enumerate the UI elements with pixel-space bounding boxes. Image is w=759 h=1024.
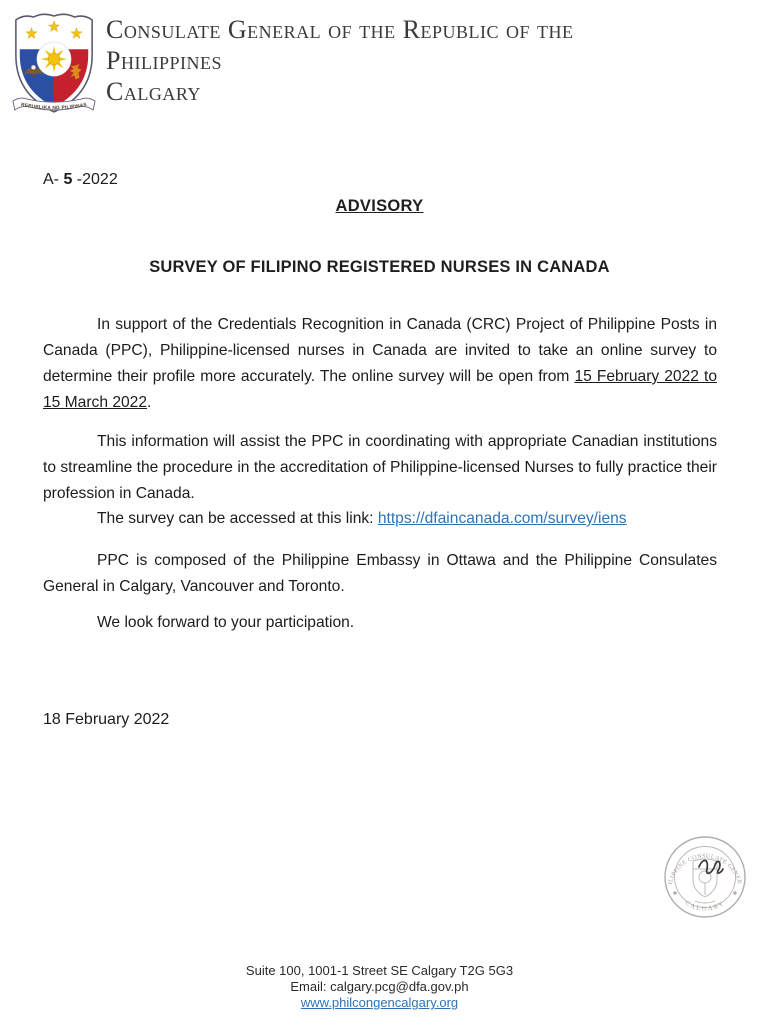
survey-link-label: The survey can be accessed at this link: [97,510,378,527]
eight-ray-sun [41,46,67,72]
org-title [106,14,573,107]
seal-bottom-text: CALGARY [683,899,727,913]
paragraph-survey-intro [43,312,717,416]
consulate-seal-icon [660,832,750,922]
seal-diamond-left [673,891,677,895]
seal-top-text: PHILIPPINE CONSULATE GENERAL [667,853,743,886]
paragraph-1-period: . [147,394,152,411]
ref-suffix: -2022 [72,171,118,188]
survey-link[interactable]: https://dfaincanada.com/survey/iens [377,510,627,527]
org-title-line3: Calgary [106,77,201,106]
footer-website-line [0,995,759,1011]
footer-email-label: Email: [290,979,331,994]
svg-text:PHILIPPINE CONSULATE GENERAL [668,854,743,886]
paragraph-ppc-composition: PPC is composed of the Philippine Embassy in Ottawa and the Philippine Consulates General in Calgary, Vancouver and Toronto. [43,552,717,595]
philippine-coat-of-arms-icon [10,8,98,118]
footer-address: Suite 100, 1001-1 Street SE Calgary T2G 5G3 [245,963,514,978]
org-title-line1: Consulate General of the Republic of the [106,15,574,44]
org-title-line2: Philippines [106,46,222,75]
footer-email-address: calgary.pcg@dfa.gov.ph [330,979,469,994]
paragraph-closing: We look forward to your participation. [97,614,355,631]
document-date: 18 February 2022 [43,711,170,728]
paragraph-survey-link [43,506,717,532]
ref-value: 5 [63,171,73,188]
footer-email-line [0,979,759,995]
seal-diamond-right [733,891,737,895]
document-title: SURVEY OF FILIPINO REGISTERED NURSES IN CANADA [149,258,610,276]
advisory-heading-text: ADVISORY [335,197,424,215]
svg-text:CALGARY [684,900,726,913]
ref-prefix: A- [43,171,64,188]
footer [0,963,759,1011]
survey-date-range: 15 February 2022 to 15 March 2022 [43,368,717,411]
seal-coat-of-arms-sketch [693,859,717,903]
paragraph-purpose: This information will assist the PPC in coordinating with appropriate Canadian institutions to streamline the procedure in the accreditation of Philippine-licensed Nurses to fully practice their profession in Canada. [43,433,717,502]
advisory-heading [0,197,759,216]
footer-website-link[interactable]: www.philcongencalgary.org [300,995,459,1010]
seal-outer-ring [665,837,745,917]
paragraph-1-text: In support of the Credentials Recognition in Canada (CRC) Project of Philippine Posts in Canada (PPC), Philippine-licensed nurses in Canada are invited to take an online survey to determine their profile more accurately. The online survey will be open from [43,316,717,385]
reference-number [43,171,118,189]
scroll-text: REPUBLIKA NG PILIPINAS [20,102,88,112]
